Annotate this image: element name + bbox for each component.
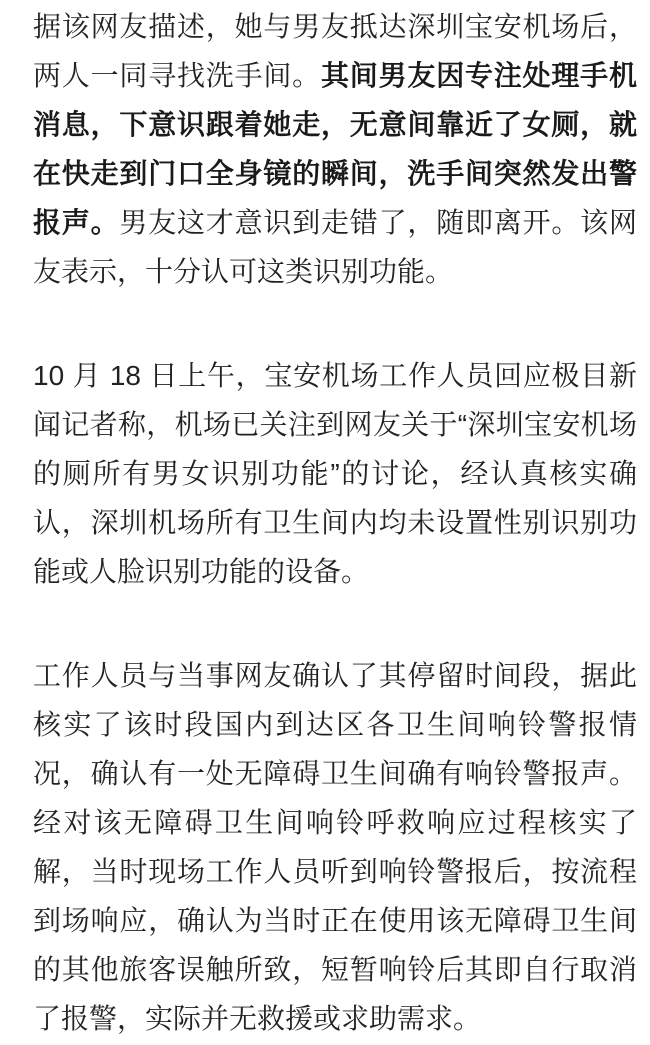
- paragraph: [33, 351, 637, 596]
- text-segment: 男友这才意识到走错了，随即离开。该网友表示，十分认可这类识别功能。: [33, 207, 637, 287]
- text-segment: 工作人员与当事网友确认了其停留时间段，据此核实了该时段国内到达区各卫生间响铃警报情况，确认有一处无障碍卫生间确有响铃警报声。经对该无障碍卫生间响铃呼救响应过程核实了解，当时现场工作人员听到响铃警报后，按流程到场响应，确认为当时正在使用该无障碍卫生间的其他旅客误触所致，短暂响铃后其即自行取消了报警，实际并无救援或求助需求。: [33, 660, 637, 1034]
- article-body: [33, 2, 637, 1043]
- text-segment: 据该网友描述，她与男友抵达深圳宝安机场后，两人一同寻找洗手间。: [33, 11, 637, 91]
- paragraph: [33, 651, 637, 1043]
- text-segment: 10 月 18 日上午，宝安机场工作人员回应极目新闻记者称，机场已关注到网友关于“深圳宝安机场的厕所有男女识别功能”的讨论，经认真核实确认，深圳机场所有卫生间内均未设置性别识别功能或人脸识别功能的设备。: [33, 360, 637, 587]
- paragraph: [33, 2, 637, 296]
- emphasized-text-segment: 其间男友因专注处理手机消息，下意识跟着她走，无意间靠近了女厕，就在快走到门口全身镜的瞬间，洗手间突然发出警报声。: [33, 60, 637, 238]
